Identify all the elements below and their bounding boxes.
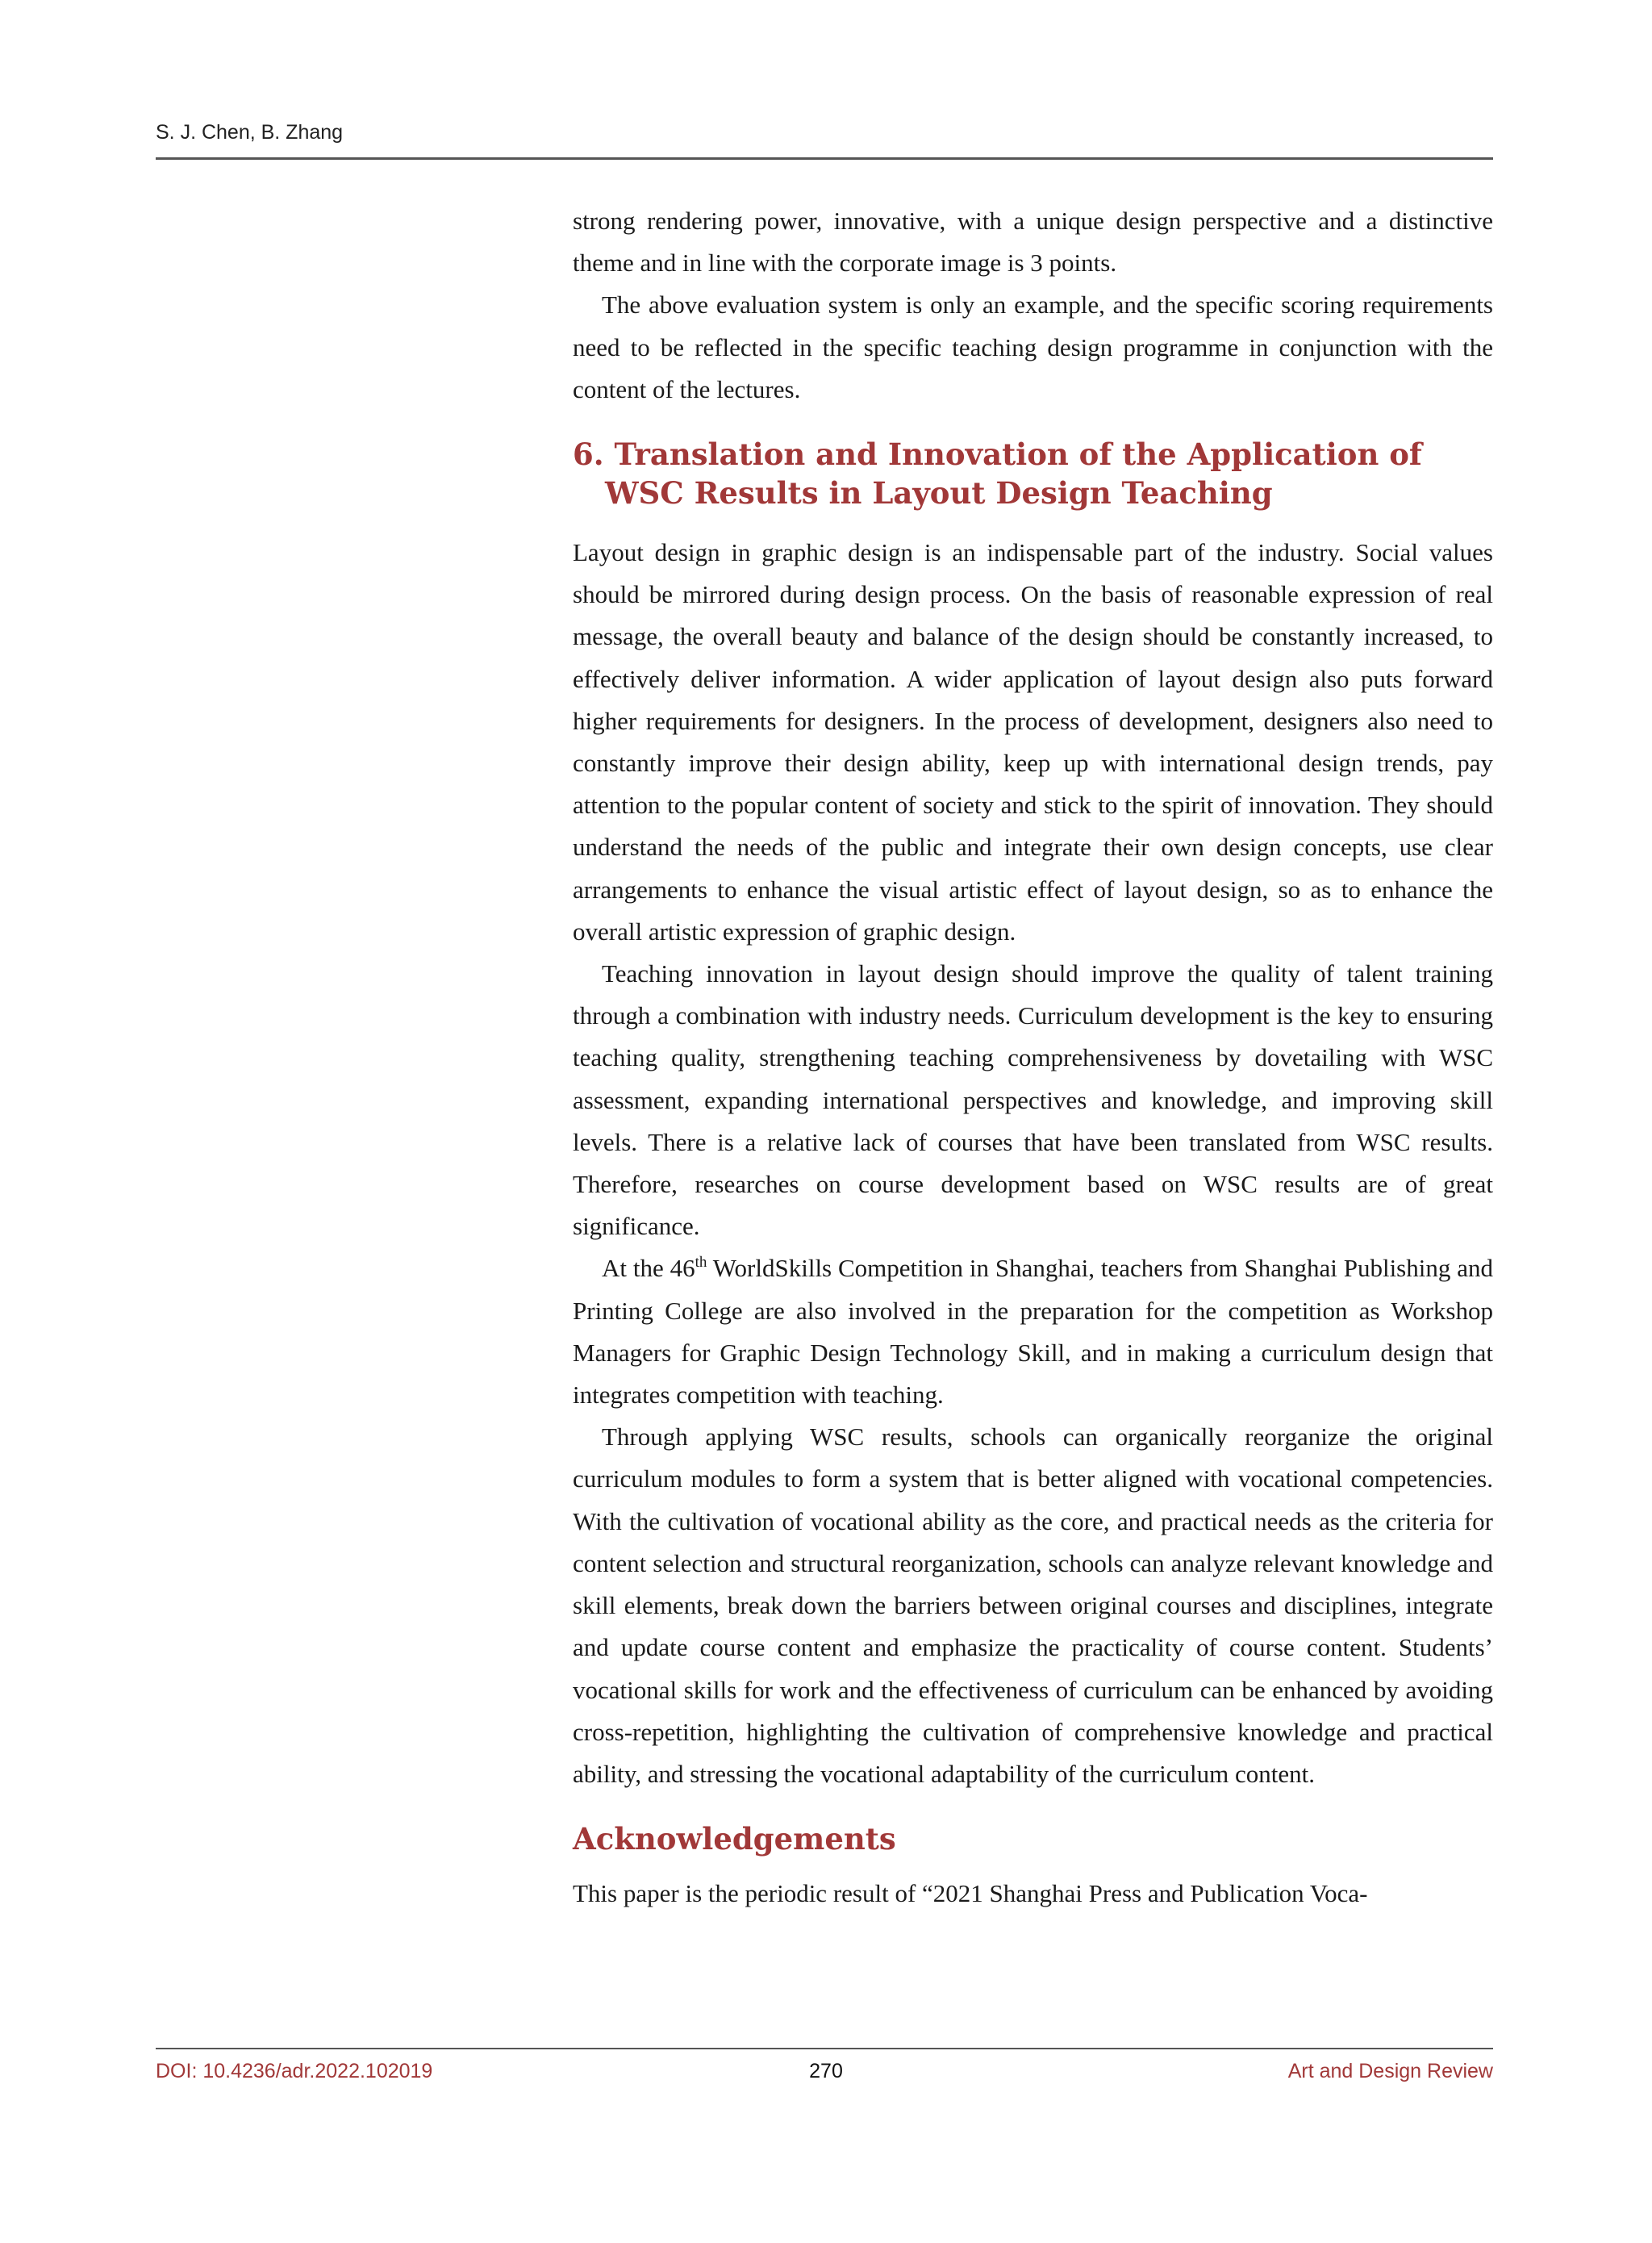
footer-rule	[156, 2048, 1493, 2049]
acknowledgements-paragraph: This paper is the periodic result of “2021 Shanghai Press and Publication Voca-	[573, 1879, 1368, 1908]
para3-lead: At the 46	[602, 1254, 695, 1283]
footer-doi-link[interactable]: DOI: 10.4236/adr.2022.102019	[156, 2060, 433, 2082]
continuation-paragraph: strong rendering power, innovative, with a unique design perspective and a distinctive theme and in line with the corporate image is 3 points.	[573, 207, 1493, 278]
section-6-paragraph-4: Through applying WSC results, schools can organically reorganize the original curriculum modules to form a system that is better aligned with vocational competencies. With the cultivation of vocational ability as the core, and practical needs as the criteria for content selection and structural reorganization, schools can analyze relevant knowledge and skill elements, break down the barriers between original courses and disciplines, integrate and update course content and emphasize the practicality of course content. Students’ vocational skills for work and the effectiveness of curriculum can be enhanced by avoiding cross-repetition, highlighting the cultivation of comprehensive knowledge and practical ability, and stressing the vocational adaptability of the curriculum content.	[573, 1422, 1493, 1788]
section-6-paragraph-1: Layout design in graphic design is an indispensable part of the industry. Social values should be mirrored during design process. On the basis of reasonable expression of real message, the overall beauty and balance of the design should be constantly increased, to effectively deliver information. A wider application of layout design also puts forward higher requirements for designers. In the process of development, designers also need to constantly improve their design ability, keep up with international design trends, pay attention to the popular content of society and stick to the spirit of innovation. They should understand the needs of the public and integrate their own design concepts, use clear arrangements to enhance the visual artistic effect of layout design, so as to enhance the overall artistic expression of graphic design.	[573, 538, 1493, 946]
footer-journal-link[interactable]: Art and Design Review	[1287, 2060, 1493, 2082]
acknowledgements-heading: Acknowledgements	[573, 1821, 896, 1857]
evaluation-paragraph: The above evaluation system is only an example, and the specific scoring requirements need to be reflected in the specific teaching design programme in conjunction with the content of the lectures.	[573, 290, 1493, 403]
header-rule	[156, 157, 1493, 160]
ordinal-superscript: th	[695, 1254, 707, 1272]
para3-rest: WorldSkills Competition in Shanghai, teachers from Shanghai Publishing and Printing College are also involved in the preparation for the competition as Workshop Managers for Graphic Design Technology Skill, and in making a curriculum design that integrates competition with teaching.	[573, 1254, 1494, 1410]
body-column	[573, 200, 1493, 1915]
section-6-paragraph-2: Teaching innovation in layout design should improve the quality of talent training through a combination with industry needs. Curriculum development is the key to ensuring teaching quality, strengthening teaching comprehensiveness by dovetailing with WSC assessment, expanding international perspectives and knowledge, and improving skill levels. There is a relative lack of courses that have been translated from WSC results. Therefore, researches on course development based on WSC results are of great significance.	[573, 959, 1493, 1241]
page-number: 270	[809, 2060, 843, 2082]
section-6-paragraph-3	[573, 1247, 1493, 1416]
section-6-heading: 6. Translation and Innovation of the Application of WSC Results in Layout Design Teaching	[573, 436, 1422, 512]
running-head-authors: S. J. Chen, B. Zhang	[156, 121, 344, 144]
